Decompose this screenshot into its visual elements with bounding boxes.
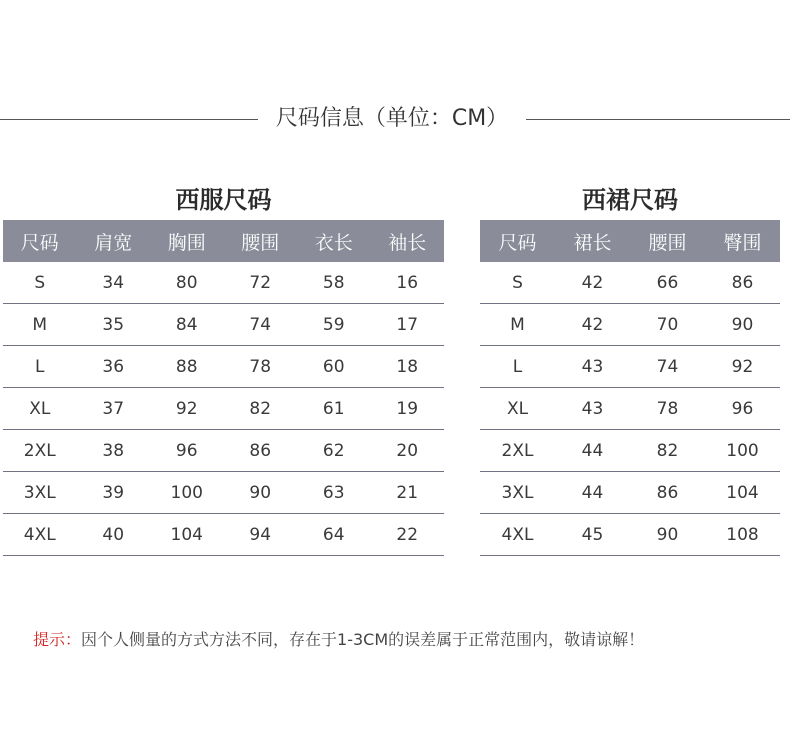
measurement-cell: 104 <box>150 514 224 556</box>
measurement-cell: 66 <box>630 262 705 304</box>
measurement-cell: 84 <box>150 304 224 346</box>
measurement-cell: 63 <box>297 472 371 514</box>
measurement-cell: 96 <box>150 430 224 472</box>
size-cell: 4XL <box>3 514 77 556</box>
table-row <box>480 346 780 388</box>
measurement-cell: 37 <box>77 388 151 430</box>
skirt-size-table <box>480 220 780 556</box>
measurement-cell: 59 <box>297 304 371 346</box>
note-text: 因个人侧量的方式方法不同，存在于1-3CM的误差属于正常范围内，敬请谅解！ <box>81 630 645 649</box>
measurement-cell: 92 <box>150 388 224 430</box>
measurement-cell: 108 <box>705 514 780 556</box>
measurement-cell: 64 <box>297 514 371 556</box>
measurement-cell: 88 <box>150 346 224 388</box>
size-cell: M <box>480 304 555 346</box>
table-header-row <box>3 220 444 262</box>
measurement-cell: 90 <box>224 472 298 514</box>
table-row <box>3 304 444 346</box>
size-cell: S <box>480 262 555 304</box>
column-header: 尺码 <box>3 220 77 262</box>
measurement-cell: 78 <box>224 346 298 388</box>
measurement-cell: 18 <box>371 346 445 388</box>
measurement-cell: 16 <box>371 262 445 304</box>
measurement-cell: 82 <box>224 388 298 430</box>
measurement-cell: 104 <box>705 472 780 514</box>
measurement-cell: 42 <box>555 262 630 304</box>
table-row <box>3 388 444 430</box>
column-header: 臀围 <box>705 220 780 262</box>
table-row <box>480 430 780 472</box>
measurement-cell: 61 <box>297 388 371 430</box>
measurement-note <box>33 627 644 650</box>
measurement-cell: 70 <box>630 304 705 346</box>
measurement-cell: 44 <box>555 472 630 514</box>
measurement-cell: 92 <box>705 346 780 388</box>
measurement-cell: 62 <box>297 430 371 472</box>
skirt-table-caption: 西裙尺码 <box>582 186 678 214</box>
size-cell: 3XL <box>3 472 77 514</box>
measurement-cell: 45 <box>555 514 630 556</box>
measurement-cell: 39 <box>77 472 151 514</box>
suit-size-table <box>3 220 444 556</box>
size-cell: XL <box>3 388 77 430</box>
measurement-cell: 38 <box>77 430 151 472</box>
column-header: 衣长 <box>297 220 371 262</box>
measurement-cell: 78 <box>630 388 705 430</box>
measurement-cell: 40 <box>77 514 151 556</box>
measurement-cell: 74 <box>630 346 705 388</box>
measurement-cell: 86 <box>705 262 780 304</box>
table-header-row <box>480 220 780 262</box>
size-cell: L <box>3 346 77 388</box>
measurement-cell: 42 <box>555 304 630 346</box>
table-row <box>3 262 444 304</box>
measurement-cell: 36 <box>77 346 151 388</box>
suit-size-block <box>3 182 444 556</box>
measurement-cell: 90 <box>705 304 780 346</box>
note-label: 提示： <box>33 630 82 649</box>
section-title: 尺码信息（单位：CM） <box>275 106 509 131</box>
measurement-cell: 43 <box>555 346 630 388</box>
measurement-cell: 86 <box>630 472 705 514</box>
measurement-cell: 72 <box>224 262 298 304</box>
column-header: 腰围 <box>224 220 298 262</box>
measurement-cell: 34 <box>77 262 151 304</box>
table-body <box>3 262 444 556</box>
measurement-cell: 43 <box>555 388 630 430</box>
measurement-cell: 58 <box>297 262 371 304</box>
table-row <box>480 514 780 556</box>
size-cell: L <box>480 346 555 388</box>
header-divider-right <box>526 119 790 120</box>
measurement-cell: 86 <box>224 430 298 472</box>
column-header: 胸围 <box>150 220 224 262</box>
size-cell: 4XL <box>480 514 555 556</box>
measurement-cell: 74 <box>224 304 298 346</box>
skirt-size-block <box>480 182 780 556</box>
column-header: 腰围 <box>630 220 705 262</box>
table-body <box>480 262 780 556</box>
measurement-cell: 82 <box>630 430 705 472</box>
measurement-cell: 60 <box>297 346 371 388</box>
size-cell: 3XL <box>480 472 555 514</box>
size-cell: 2XL <box>480 430 555 472</box>
table-row <box>3 472 444 514</box>
measurement-cell: 22 <box>371 514 445 556</box>
measurement-cell: 100 <box>705 430 780 472</box>
column-header: 袖长 <box>371 220 445 262</box>
measurement-cell: 94 <box>224 514 298 556</box>
size-cell: S <box>3 262 77 304</box>
column-header: 尺码 <box>480 220 555 262</box>
table-row <box>480 262 780 304</box>
measurement-cell: 100 <box>150 472 224 514</box>
table-row <box>480 472 780 514</box>
measurement-cell: 96 <box>705 388 780 430</box>
section-header <box>0 102 790 136</box>
table-row <box>3 346 444 388</box>
column-header: 肩宽 <box>77 220 151 262</box>
table-row <box>480 388 780 430</box>
measurement-cell: 90 <box>630 514 705 556</box>
measurement-cell: 17 <box>371 304 445 346</box>
header-divider-left <box>0 119 258 120</box>
measurement-cell: 35 <box>77 304 151 346</box>
measurement-cell: 20 <box>371 430 445 472</box>
measurement-cell: 44 <box>555 430 630 472</box>
size-cell: 2XL <box>3 430 77 472</box>
table-row <box>3 514 444 556</box>
measurement-cell: 21 <box>371 472 445 514</box>
table-row <box>480 304 780 346</box>
suit-table-caption: 西服尺码 <box>175 186 272 214</box>
column-header: 裙长 <box>555 220 630 262</box>
size-cell: M <box>3 304 77 346</box>
size-cell: XL <box>480 388 555 430</box>
measurement-cell: 80 <box>150 262 224 304</box>
measurement-cell: 19 <box>371 388 445 430</box>
table-row <box>3 430 444 472</box>
